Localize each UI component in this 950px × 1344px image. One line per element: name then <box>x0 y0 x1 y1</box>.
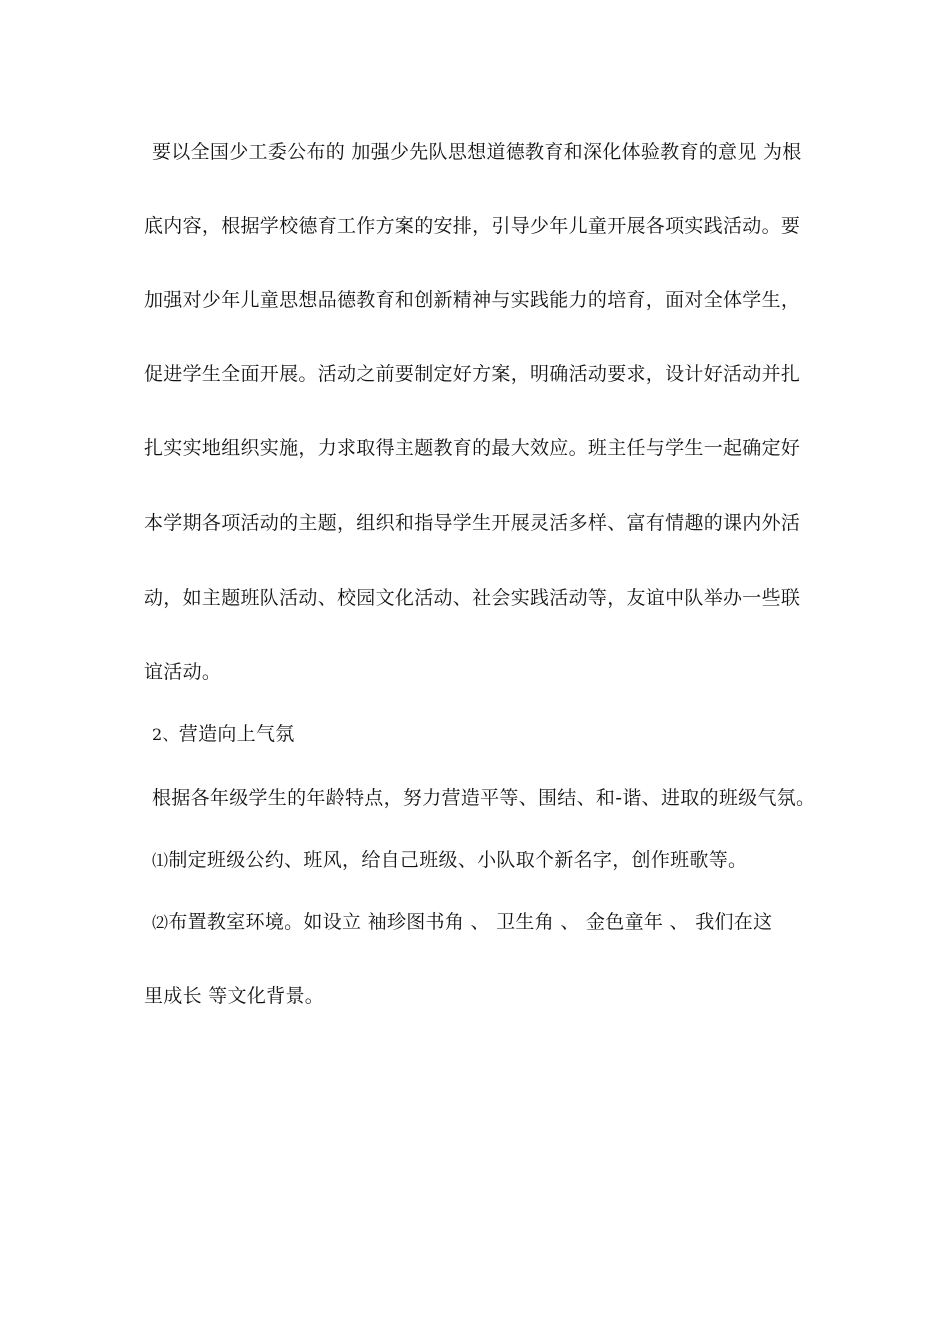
paragraph-1-line-4: 促进学生全面开展。活动之前要制定好方案，明确活动要求，设计好活动并扎 <box>144 363 801 385</box>
list-item-2-line-2: 里成长 等文化背景。 <box>144 985 325 1007</box>
paragraph-1-line-6: 本学期各项活动的主题，组织和指导学生开展灵活多样、富有情趣的课内外活 <box>144 512 801 534</box>
section-title: 营造向上气氛 <box>178 723 295 745</box>
list-item-1 <box>152 848 747 873</box>
list-item-2-line-1 <box>152 910 772 935</box>
section-2-heading <box>152 722 295 747</box>
paragraph-1-line-5: 扎实实地组织实施，力求取得主题教育的最大效应。班主任与学生一起确定好 <box>144 437 801 459</box>
paragraph-1-line-8: 谊活动。 <box>144 661 222 683</box>
list-item-1-text: 制定班级公约、班风，给自己班级、小队取个新名字，创作班歌等。 <box>168 849 748 871</box>
list-item-1-number: ⑴ <box>152 851 169 870</box>
list-item-2-number: ⑵ <box>152 913 169 932</box>
paragraph-1-line-3: 加强对少年儿童思想品德教育和创新精神与实践能力的培育，面对全体学生， <box>144 289 801 311</box>
paragraph-1-line-1: 要以全国少工委公布的 加强少先队思想道德教育和深化体验教育的意见 为根 <box>152 141 802 163</box>
paragraph-2: 根据各年级学生的年龄特点，努力营造平等、围结、和-谐、进取的班级气氛。 <box>152 787 816 809</box>
paragraph-1-line-7: 动，如主题班队活动、校园文化活动、社会实践活动等，友谊中队举办一些联 <box>144 587 801 609</box>
paragraph-1-line-2: 底内容，根据学校德育工作方案的安排，引导少年儿童开展各项实践活动。要 <box>144 215 801 237</box>
section-number: 2、 <box>152 725 179 744</box>
list-item-2-text: 布置教室环境。如设立 袖珍图书角 、 卫生角 、 金色童年 、 我们在这 <box>168 911 773 933</box>
